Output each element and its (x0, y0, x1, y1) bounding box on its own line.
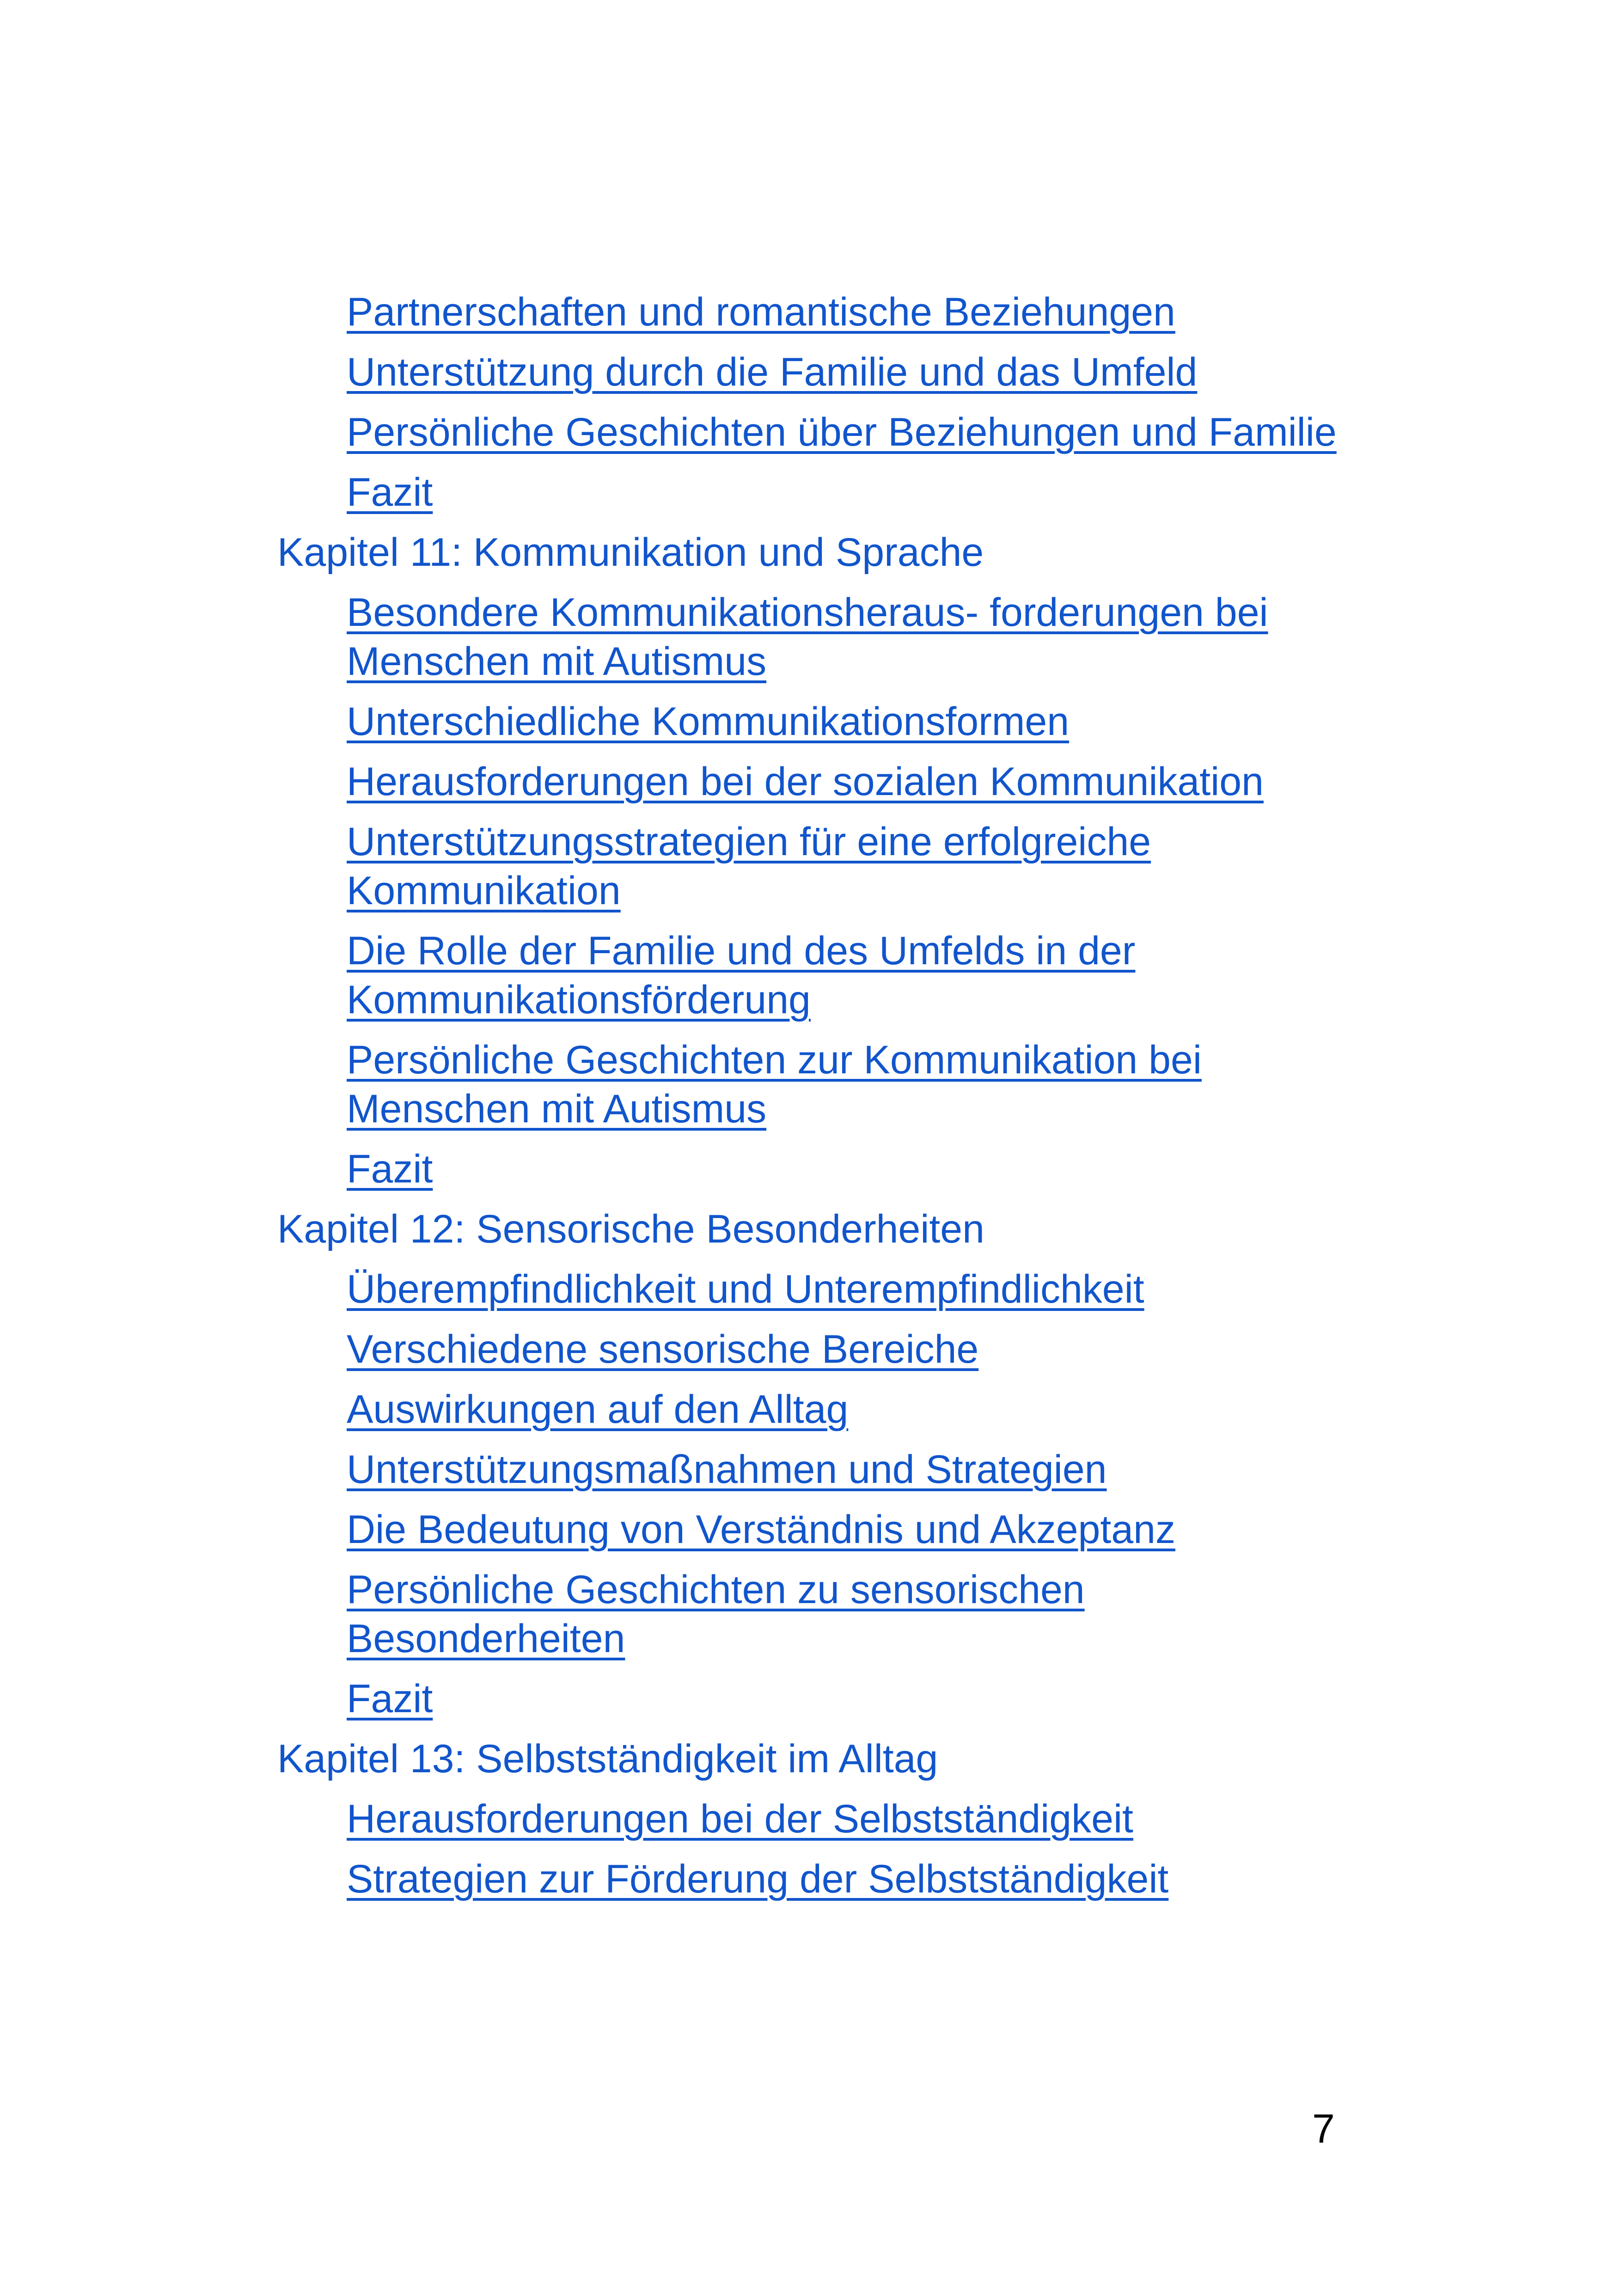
toc-entry-fazit-kapitel-10[interactable]: Fazit (347, 470, 433, 514)
toc-entry-fazit-kapitel-12[interactable]: Fazit (347, 1677, 433, 1721)
toc-entry-fazit-kapitel-11[interactable]: Fazit (347, 1147, 433, 1191)
toc-entry-geschichten-sensorisch[interactable]: Persönliche Geschichten zu sensorischen Besonderheiten (347, 1567, 1085, 1661)
page-number: 7 (1312, 2106, 1335, 2151)
toc-entry-unterstuetzungsmassnahmen[interactable]: Unterstützungsmaßnahmen und Strategien (347, 1447, 1107, 1492)
toc-entry-unterstuetzung-familie[interactable]: Unterstützung durch die Familie und das Umfeld (347, 350, 1198, 394)
toc-entry-herausforderungen-selbststaendigkeit[interactable]: Herausforderungen bei der Selbstständigkeit (347, 1797, 1133, 1841)
toc-entry-verstaendnis-akzeptanz[interactable]: Die Bedeutung von Verständnis und Akzeptanz (347, 1507, 1175, 1552)
toc-chapter-11[interactable]: Kapitel 11: Kommunikation und Sprache (277, 530, 984, 575)
toc-entry-ueberempfindlichkeit[interactable]: Überempfindlichkeit und Unterempfindlichkeit (347, 1267, 1144, 1311)
toc-entry-strategien-selbststaendigkeit[interactable]: Strategien zur Förderung der Selbstständigkeit (347, 1857, 1169, 1901)
toc-entry-sensorische-bereiche[interactable]: Verschiedene sensorische Bereiche (347, 1327, 979, 1371)
toc-entry-geschichten-kommunikation[interactable]: Persönliche Geschichten zur Kommunikation bei Menschen mit Autismus (347, 1038, 1202, 1131)
toc-entry-partnerschaften[interactable]: Partnerschaften und romantische Beziehungen (347, 290, 1175, 334)
toc-entry-unterstuetzungsstrategien[interactable]: Unterstützungsstrategien für eine erfolgreiche Kommunikation (347, 820, 1151, 913)
toc-entry-kommunikationsherausforderungen[interactable]: Besondere Kommunikationsheraus- forderungen bei Menschen mit Autismus (347, 590, 1268, 684)
toc-chapter-12[interactable]: Kapitel 12: Sensorische Besonderheiten (277, 1207, 984, 1251)
toc-entry-soziale-kommunikation[interactable]: Herausforderungen bei der sozialen Kommunikation (347, 759, 1264, 804)
toc-entry-geschichten-beziehungen[interactable]: Persönliche Geschichten über Beziehungen und Familie (347, 410, 1337, 454)
toc-entry-kommunikationsformen[interactable]: Unterschiedliche Kommunikationsformen (347, 699, 1070, 744)
toc-entry-rolle-familie[interactable]: Die Rolle der Familie und des Umfelds in der Kommunikationsförderung (347, 929, 1136, 1022)
toc-entry-auswirkungen-alltag[interactable]: Auswirkungen auf den Alltag (347, 1387, 849, 1432)
table-of-contents (277, 288, 1340, 1915)
toc-chapter-13[interactable]: Kapitel 13: Selbstständigkeit im Alltag (277, 1737, 938, 1781)
